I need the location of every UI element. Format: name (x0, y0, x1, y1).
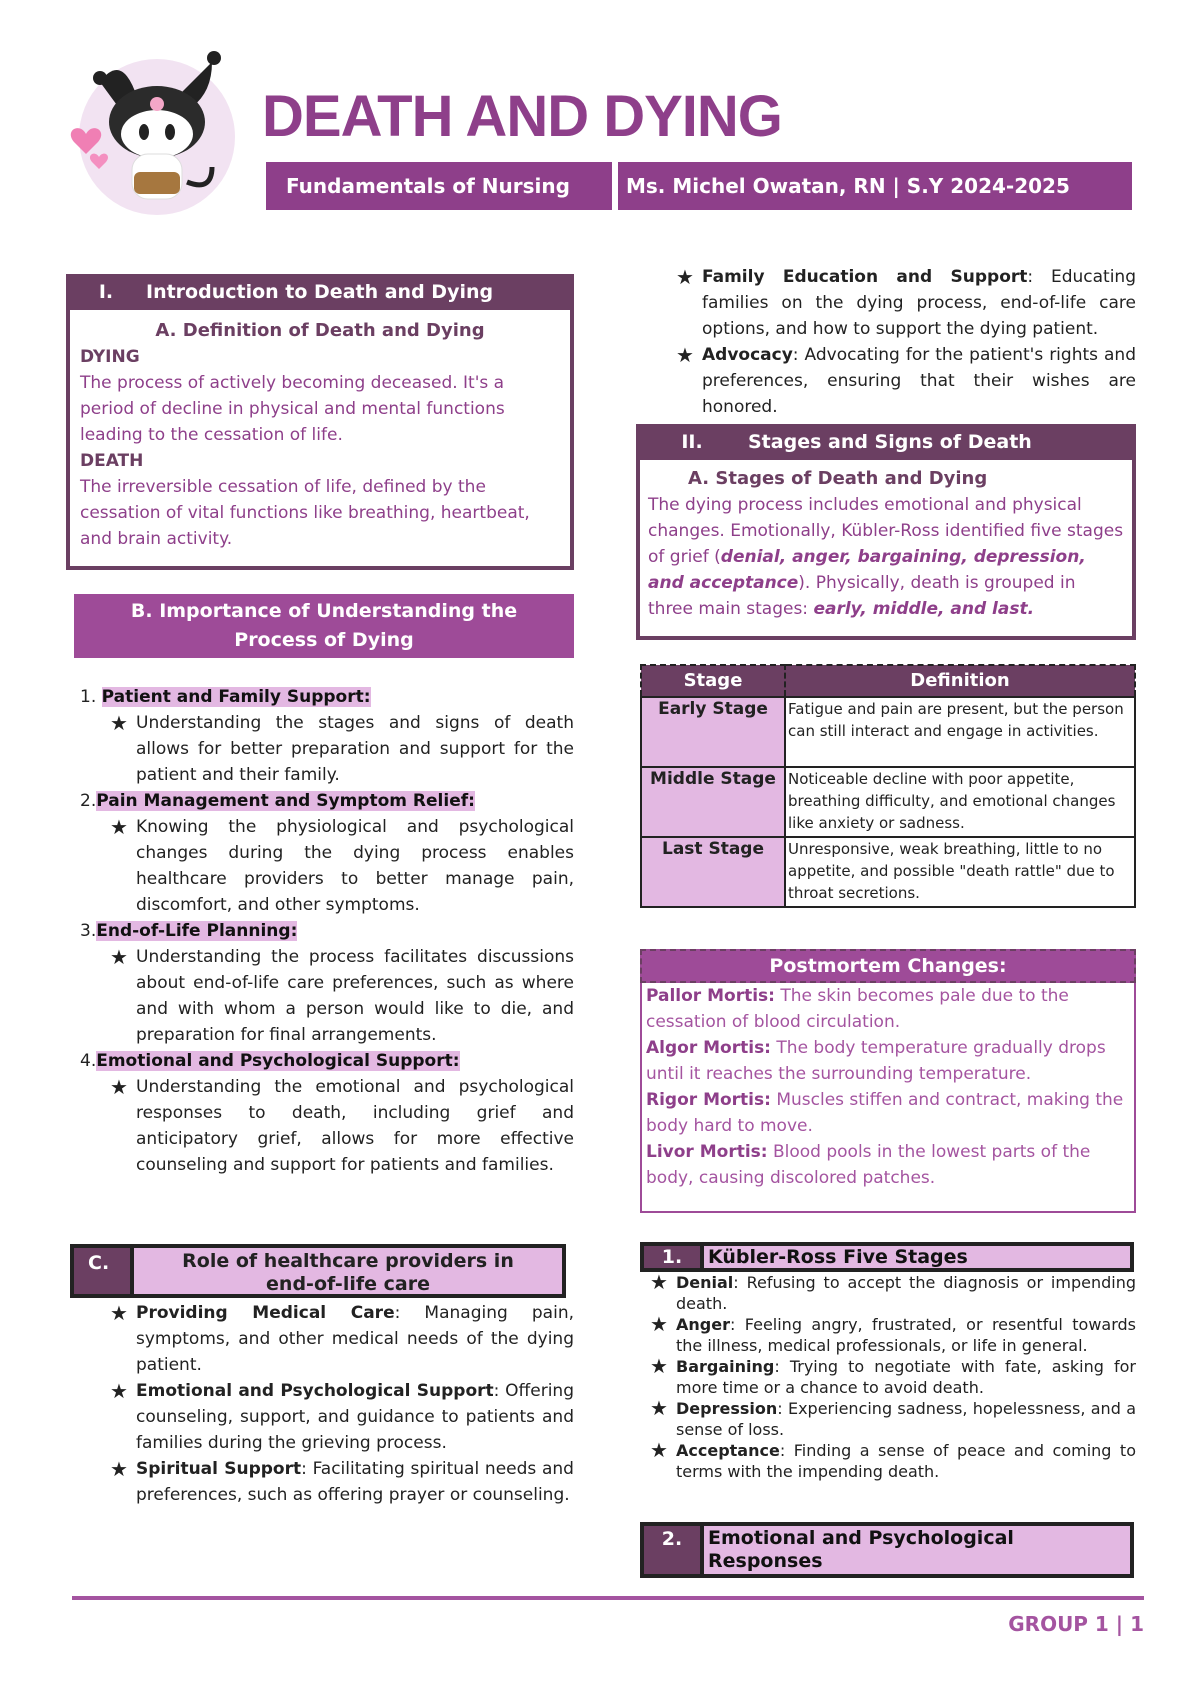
item-text: The skin becomes pale due to the cessation of blood circulation. (646, 986, 1069, 1032)
item-heading: Family Education and Support (702, 267, 1028, 287)
star-icon: ★ (110, 1301, 128, 1325)
kubler-ross-list (650, 1272, 1136, 1482)
item-text: : Managing pain, symptoms, and other medical needs of the dying patient. (136, 1303, 574, 1375)
definition-cell: Noticeable decline with poor appetite, breathing difficulty, and emotional changes like anxiety or sadness. (785, 767, 1135, 837)
item-heading: End-of-Life Planning: (96, 921, 298, 941)
item-number: 3. (80, 921, 97, 941)
page-title: DEATH AND DYING (262, 84, 782, 149)
section-c-header (70, 1244, 566, 1298)
section-2a-heading: A. Stages of Death and Dying (688, 468, 988, 489)
dying-term: DYING (80, 347, 140, 367)
list-item (650, 1398, 1136, 1440)
section-1-box (66, 310, 574, 570)
item-text: : Offering counseling, support, and guidance to patients and families during the grieving process. (136, 1381, 574, 1453)
star-icon: ★ (650, 1438, 668, 1462)
list-item (80, 918, 574, 1048)
postmortem-item (646, 1035, 1130, 1087)
postmortem-item (646, 983, 1130, 1035)
section-c-number: C. (74, 1248, 134, 1294)
item-text: : Educating families on the dying process, end-of-life care options, and how to support the dying patient. (702, 267, 1136, 339)
page-number: GROUP 1 | 1 (1008, 1612, 1144, 1636)
star-icon: ★ (110, 1457, 128, 1481)
item-number: 2. (80, 791, 97, 811)
emotional-header (640, 1522, 1134, 1578)
para-text: The dying process includes emotional and physical changes. Emotionally, Kübler-Ross identified five stages of grief ( (648, 495, 1124, 567)
stage-cell: Middle Stage (641, 767, 785, 837)
stage-cell: Last Stage (641, 837, 785, 907)
stage-table (640, 664, 1136, 908)
star-icon: ★ (110, 1075, 128, 1099)
item-heading: Pain Management and Symptom Relief: (96, 791, 475, 811)
definition-cell: Fatigue and pain are present, but the person can still interact and engage in activities. (785, 697, 1135, 767)
list-item (676, 342, 1136, 420)
item-heading: Rigor Mortis: (646, 1090, 771, 1110)
section-2-box (636, 460, 1136, 640)
stage-cell: Early Stage (641, 697, 785, 767)
list-item (110, 1456, 574, 1508)
emotional-title-line1: Emotional and Psychological (708, 1527, 1014, 1549)
table-row (641, 767, 1135, 837)
item-text: Knowing the physiological and psychological changes during the dying process enables healthcare providers to better manage pain, discomfort, and other symptoms. (136, 817, 574, 915)
star-icon: ★ (650, 1270, 668, 1294)
instructor-banner: Ms. Michel Owatan, RN | S.Y 2024-2025 (618, 162, 1132, 210)
star-icon: ★ (110, 711, 128, 735)
right-top-list (676, 264, 1136, 420)
death-term: DEATH (80, 451, 144, 471)
postmortem-item (646, 1087, 1130, 1139)
mascot-illustration (62, 42, 242, 217)
section-1-number: I. (98, 281, 114, 303)
item-text: Blood pools in the lowest parts of the body, causing discolored patches. (646, 1142, 1091, 1188)
item-heading: Emotional and Psychological Support: (96, 1051, 460, 1071)
section-b-title-line2: Process of Dying (234, 629, 414, 651)
item-text: : Facilitating spiritual needs and preferences, such as offering prayer or counseling. (136, 1459, 574, 1505)
section-c-title-line2: end-of-life care (266, 1273, 430, 1295)
item-text: : Feeling angry, frustrated, or resentful towards the illness, medical professionals, or life in general. (676, 1315, 1136, 1355)
table-row (641, 697, 1135, 767)
star-icon: ★ (110, 815, 128, 839)
item-heading: Acceptance (676, 1441, 780, 1460)
list-item (650, 1356, 1136, 1398)
item-text: Muscles stiffen and contract, making the body hard to move. (646, 1090, 1124, 1136)
postmortem-item (646, 1139, 1130, 1191)
kubler-ross-number: 1. (644, 1246, 704, 1268)
item-text: The body temperature gradually drops until it reaches the surrounding temperature. (646, 1038, 1106, 1084)
item-text: : Finding a sense of peace and coming to terms with the impending death. (676, 1441, 1136, 1481)
star-icon: ★ (650, 1354, 668, 1378)
section-b-title-line1: B. Importance of Understanding the (130, 600, 518, 622)
definition-cell: Unresponsive, weak breathing, little to no appetite, and possible "death rattle" due to throat secretions. (785, 837, 1135, 907)
item-heading: Algor Mortis: (646, 1038, 771, 1058)
item-text: Understanding the emotional and psychological responses to death, including grief and anticipatory grief, allows for more effective counseling and support for patients and families. (136, 1077, 574, 1175)
table-row (641, 837, 1135, 907)
postmortem-heading: Postmortem Changes: (640, 949, 1136, 983)
item-heading: Denial (676, 1273, 734, 1292)
section-2-header (636, 424, 1136, 460)
death-definition: The irreversible cessation of life, defined by the cessation of vital functions like breathing, heartbeat, and brain activity. (80, 477, 530, 549)
table-header-definition: Definition (785, 665, 1135, 697)
list-item (80, 1048, 574, 1178)
item-text: : Advocating for the patient's rights and preferences, ensuring that their wishes are honored. (702, 345, 1136, 417)
para-emphasis: denial, anger, bargaining, depression, and acceptance (648, 547, 1086, 593)
para-text: ). Physically, death is grouped in three main stages: (648, 573, 1076, 619)
emotional-number: 2. (644, 1526, 704, 1574)
list-item (650, 1440, 1136, 1482)
list-item (110, 1378, 574, 1456)
item-heading: Anger (676, 1315, 730, 1334)
section-b-header (74, 594, 574, 658)
section-2-number: II. (681, 431, 703, 453)
emotional-title-line2: Responses (708, 1550, 823, 1572)
section-c-title-line1: Role of healthcare providers in (182, 1250, 514, 1272)
star-icon: ★ (676, 265, 694, 289)
item-text: : Refusing to accept the diagnosis or impending death. (676, 1273, 1136, 1313)
item-heading: Advocacy (702, 345, 793, 365)
section-1-title: Introduction to Death and Dying (146, 281, 494, 303)
section-b-list (80, 684, 574, 1178)
list-item (650, 1272, 1136, 1314)
list-item (676, 264, 1136, 342)
item-heading: Emotional and Psychological Support (136, 1381, 494, 1401)
footer-divider (72, 1596, 1144, 1600)
item-text: Understanding the process facilitates discussions about end-of-life care preferences, such as where and with whom a person would like to die, and preparation for final arrangements. (136, 947, 574, 1045)
star-icon: ★ (110, 945, 128, 969)
kubler-ross-title: Kübler-Ross Five Stages (704, 1246, 1130, 1268)
item-heading: Depression (676, 1399, 778, 1418)
postmortem-box (640, 983, 1136, 1213)
item-heading: Bargaining (676, 1357, 775, 1376)
star-icon: ★ (676, 343, 694, 367)
course-banner: Fundamentals of Nursing (266, 162, 612, 210)
para-emphasis: early, middle, and last. (813, 599, 1035, 619)
kubler-ross-header (640, 1242, 1134, 1272)
section-1-header (66, 274, 574, 310)
item-text: : Trying to negotiate with fate, asking for more time or a chance to avoid death. (676, 1357, 1136, 1397)
section-c-list (110, 1300, 574, 1508)
star-icon: ★ (650, 1312, 668, 1336)
list-item (650, 1314, 1136, 1356)
star-icon: ★ (650, 1396, 668, 1420)
section-2-paragraph (648, 492, 1124, 622)
item-heading: Livor Mortis: (646, 1142, 768, 1162)
section-1a-heading: A. Definition of Death and Dying (155, 320, 485, 341)
section-2-title: Stages and Signs of Death (748, 431, 1032, 453)
item-text: : Experiencing sadness, hopelessness, and a sense of loss. (676, 1399, 1136, 1439)
table-header-stage: Stage (641, 665, 785, 697)
item-heading: Spiritual Support (136, 1459, 302, 1479)
item-number: 4. (80, 1051, 97, 1071)
item-heading: Pallor Mortis: (646, 986, 775, 1006)
dying-definition: The process of actively becoming deceased. It's a period of decline in physical and mental functions leading to the cessation of life. (80, 373, 505, 445)
list-item (80, 788, 574, 918)
item-heading: Providing Medical Care (136, 1303, 395, 1323)
item-number: 1. (80, 687, 97, 707)
star-icon: ★ (110, 1379, 128, 1403)
item-text: Understanding the stages and signs of death allows for better preparation and support for the patient and their family. (136, 713, 574, 785)
list-item (110, 1300, 574, 1378)
item-heading: Patient and Family Support: (101, 687, 371, 707)
list-item (80, 684, 574, 788)
